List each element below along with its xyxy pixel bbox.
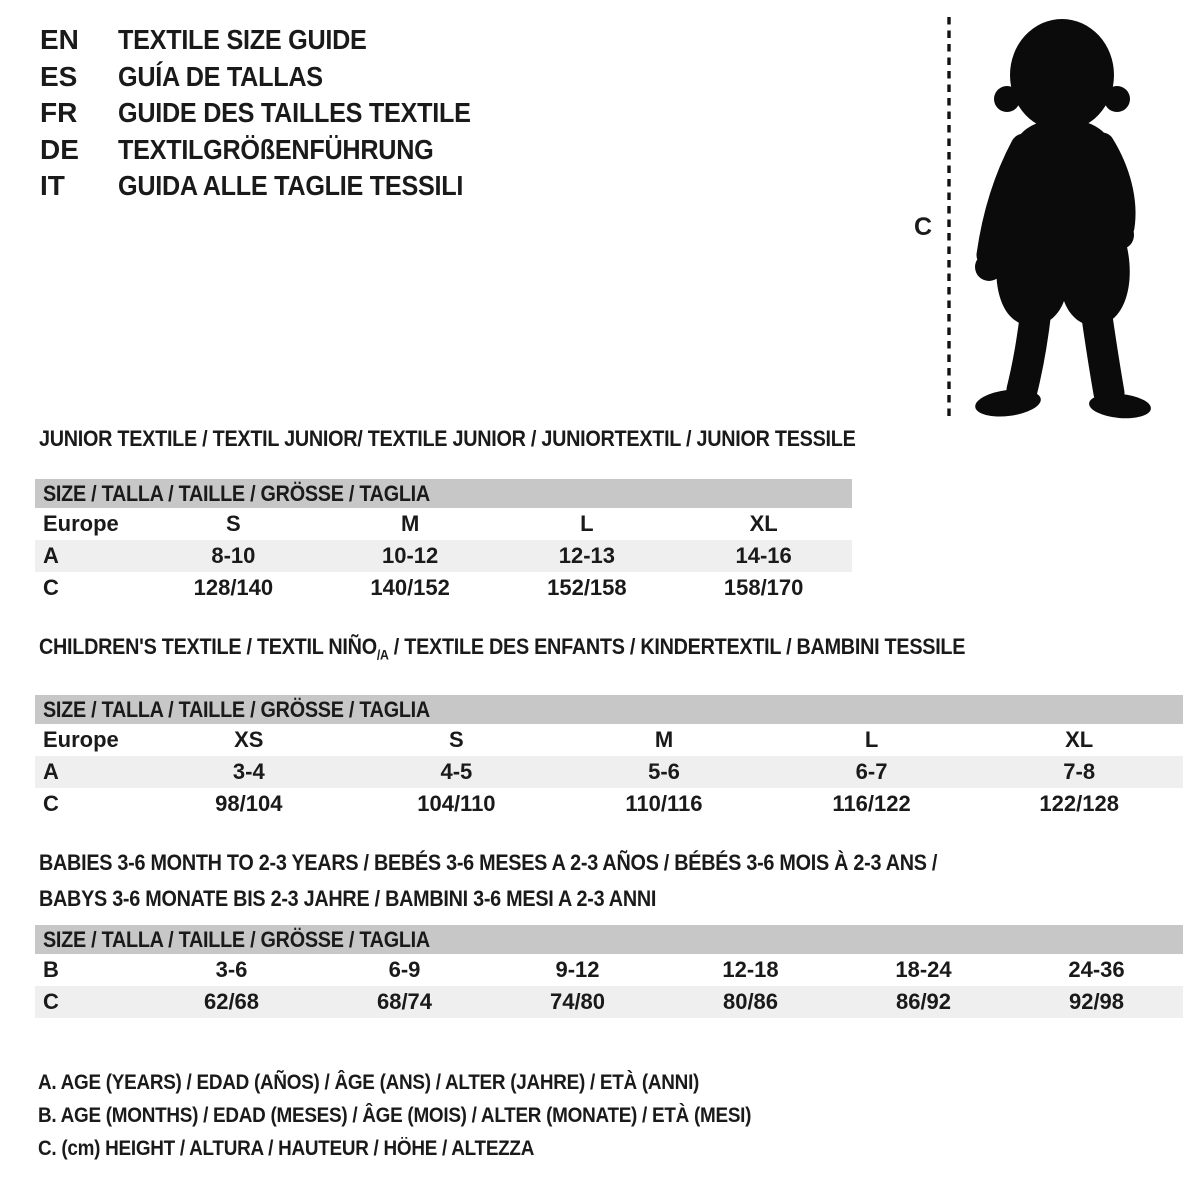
language-code: ES	[40, 60, 78, 92]
value-cell: 3-6	[215, 957, 248, 982]
language-code: FR	[40, 97, 78, 128]
language-row-es	[40, 59, 510, 96]
value-cell: 116/122	[832, 791, 911, 817]
value-cell: 14-16	[735, 543, 792, 568]
table-row-height-cm	[35, 572, 852, 604]
table-row-age-years	[35, 756, 1183, 788]
section-junior-textile	[35, 426, 856, 604]
language-row-fr	[40, 95, 510, 132]
value-cell: 62/68	[203, 989, 260, 1014]
value-cell: 6-7	[855, 759, 888, 785]
value-cell: 6-9	[388, 957, 421, 982]
legend-line-c: C. (cm) HEIGHT / ALTURA / HAUTEUR / HÖHE / ALTEZZA	[38, 1137, 535, 1160]
value-cell: 5-6	[648, 759, 680, 785]
height-measure-dashed-line	[944, 15, 954, 421]
guide-title-de: TEXTILGRÖßENFÜHRUNG	[118, 133, 434, 165]
size-cell: XS	[234, 727, 264, 753]
row-label-cell: A	[43, 759, 59, 785]
language-code: IT	[40, 170, 65, 201]
table-row-age-months	[35, 954, 1183, 986]
row-label-cell: Europe	[43, 727, 119, 753]
size-cell: M	[654, 727, 674, 753]
guide-title-fr: GUIDE DES TAILLES TEXTILE	[118, 97, 471, 128]
value-cell: 12-13	[558, 543, 616, 568]
size-cell: S	[226, 511, 241, 536]
language-code: EN	[40, 24, 79, 55]
value-cell: 122/128	[1039, 791, 1119, 817]
row-label-cell: Europe	[43, 511, 119, 536]
value-cell: 158/170	[723, 575, 804, 600]
value-cell: 110/116	[625, 791, 703, 817]
babies-size-table	[35, 925, 1183, 1018]
value-cell: 8-10	[211, 543, 256, 568]
toddler-silhouette-icon	[960, 15, 1165, 420]
size-cell: XL	[1065, 727, 1094, 753]
value-cell: 12-18	[722, 957, 779, 982]
size-cell: M	[400, 511, 420, 536]
size-cell: L	[864, 727, 879, 753]
table-row-europe	[35, 724, 1183, 756]
guide-title-it: GUIDA ALLE TAGLIE TESSILI	[118, 170, 464, 201]
row-label-cell: C	[43, 575, 59, 600]
table-header-size: SIZE / TALLA / TAILLE / GRÖSSE / TAGLIA	[35, 479, 852, 508]
height-measure-figure	[900, 10, 1195, 428]
value-cell: 140/152	[370, 575, 450, 600]
legend-line-a: A. AGE (YEARS) / EDAD (AÑOS) / ÂGE (ANS) / ALTER (JAHRE) / ETÀ (ANNI)	[38, 1071, 700, 1094]
value-cell: 152/158	[547, 575, 627, 600]
value-cell: 86/92	[895, 989, 952, 1014]
table-row-height-cm	[35, 986, 1183, 1018]
row-label-cell: C	[43, 989, 59, 1014]
value-cell: 80/86	[722, 989, 779, 1014]
table-row-height-cm	[35, 788, 1183, 820]
language-row-de	[40, 132, 510, 169]
children-size-table	[35, 695, 1183, 820]
language-title-list	[40, 22, 510, 205]
value-cell: 92/98	[1068, 989, 1125, 1014]
junior-size-table	[35, 479, 852, 604]
value-cell: 104/110	[417, 791, 496, 817]
value-cell: 24-36	[1068, 957, 1125, 982]
language-row-it	[40, 168, 510, 205]
legend-line-b: B. AGE (MONTHS) / EDAD (MESES) / ÂGE (MOIS) / ALTER (MONATE) / ETÀ (MESI)	[38, 1104, 752, 1127]
section-title-children: CHILDREN'S TEXTILE / TEXTIL $NIÑO_{/A}$ / TEXTILE DES ENFANTS / KINDERTEXTIL / BAMBINI TESSILE	[39, 634, 966, 663]
row-label-cell: B	[43, 957, 59, 982]
value-cell: 7-8	[1063, 759, 1096, 785]
table-header-size: SIZE / TALLA / TAILLE / GRÖSSE / TAGLIA	[35, 925, 1183, 954]
language-code: DE	[40, 133, 79, 165]
language-row-en	[40, 22, 510, 59]
value-cell: 68/74	[376, 989, 433, 1014]
size-cell: L	[580, 511, 594, 536]
value-cell: 18-24	[895, 957, 952, 982]
size-cell: S	[449, 727, 464, 753]
value-cell: 4-5	[440, 759, 473, 785]
table-header-size: SIZE / TALLA / TAILLE / GRÖSSE / TAGLIA	[35, 695, 1183, 724]
section-childrens-textile	[35, 635, 1183, 820]
value-cell: 98/104	[215, 791, 283, 817]
value-cell: 9-12	[555, 957, 600, 982]
table-row-age-years	[35, 540, 852, 572]
measure-legend	[38, 1066, 830, 1165]
value-cell: 74/80	[549, 989, 606, 1014]
size-cell: XL	[749, 511, 778, 536]
row-label-cell: C	[43, 791, 59, 817]
section-title-junior: JUNIOR TEXTILE / TEXTIL JUNIOR/ TEXTILE JUNIOR / JUNIORTEXTIL / JUNIOR TESSILE	[39, 426, 856, 451]
row-label-cell: A	[43, 543, 59, 568]
height-measure-label: C	[914, 213, 933, 241]
value-cell: 128/140	[193, 575, 274, 600]
guide-title-es: GUÍA DE TALLAS	[118, 60, 323, 92]
section-title-babies: BABIES 3-6 MONTH TO 2-3 YEARS / BEBÉS 3-6 MESES A 2-3 AÑOS / BÉBÉS 3-6 MOIS À 2-3 ANS / BABYS 3-6 MONATE BIS 2-3 JAHRE / BAMBINI 3-6 MESI A 2-3 ANNI	[39, 850, 938, 911]
value-cell: 3-4	[232, 759, 265, 785]
value-cell: 10-12	[381, 543, 439, 568]
nino-a-subscript: /A	[376, 647, 389, 663]
section-babies-textile	[35, 845, 1183, 1018]
table-row-europe	[35, 508, 852, 540]
guide-title-en: TEXTILE SIZE GUIDE	[118, 24, 367, 55]
